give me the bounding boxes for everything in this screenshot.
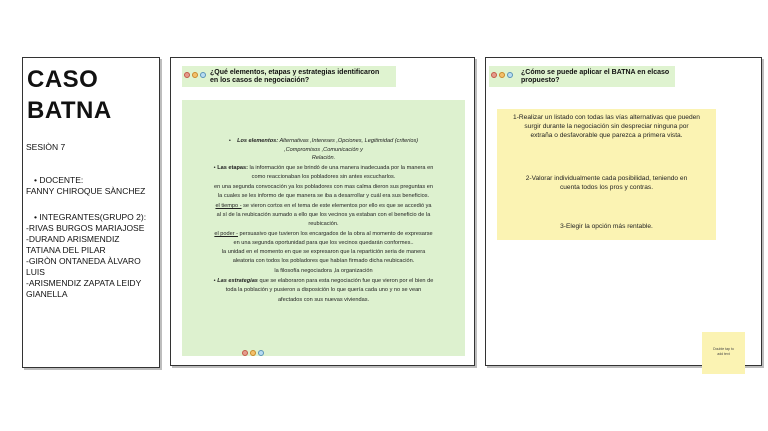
elementos-line-2: ,Compromisos ,Comunicación y xyxy=(284,147,363,153)
question-text xyxy=(210,69,395,85)
sticky-placeholder-line-1: Double tap to xyxy=(713,347,734,351)
question-line-2: propuesto? xyxy=(521,77,560,84)
question-line-1: ¿Cómo se puede aplicar el BATNA en elcaso xyxy=(521,69,670,76)
tiempo-line-3: reubicación. xyxy=(308,221,339,227)
title-line-1: CASO xyxy=(27,66,99,93)
etapas-line: • Las etapas: la información que se brindó de una manera inadecuada por la manera en xyxy=(213,165,434,171)
question-line-1: ¿Qué elementos, etapas y estrategias identificaron xyxy=(210,69,380,76)
poder-line-5: la filosofía negociadora ,la organización xyxy=(274,268,373,274)
step-2-line-2: cuenta todos los pros y contras. xyxy=(559,184,654,191)
docente-label-text: DOCENTE: xyxy=(39,175,84,185)
blue-dot-icon xyxy=(258,350,264,356)
member-line: -ARISMENDIZ ZAPATA LEIDY xyxy=(26,278,142,288)
poder-line-3: la unidad en el momento en que se expresaron que la repartición seria de manera xyxy=(221,249,426,255)
estrategias-text: que se elaboraron para esta negociación fue que vieron por el bien de xyxy=(257,278,434,284)
red-dot-icon xyxy=(491,72,497,78)
orange-dot-icon xyxy=(250,350,256,356)
member-line: -RIVAS BURGOS MARIAJOSE xyxy=(26,223,145,233)
step-1-line-1: 1-Realizar un listado con todas las vías alternativas que pueden xyxy=(513,114,700,121)
poder-label: el poder - xyxy=(214,231,238,237)
poder-line-4: aleatoria con todos los pobladores que habían firmado dicha reubicación. xyxy=(232,258,415,264)
reaction-icons xyxy=(184,72,206,78)
tiempo-label: el tiempo - xyxy=(215,203,242,209)
batna-card xyxy=(485,57,762,366)
elementos-line-3: Relación. xyxy=(311,155,336,161)
member-line: TATIANA DEL PILAR xyxy=(26,245,106,255)
title-line-2: BATNA xyxy=(27,97,112,124)
bottom-reaction-icons xyxy=(242,350,264,356)
etapas-text: la información que se brindó de una manera inadecuada por la manera en xyxy=(247,165,434,171)
elements-card xyxy=(170,57,475,366)
tiempo-line xyxy=(182,203,465,210)
step-1-line-3: extraña o desfavorable que parezca a primera vista. xyxy=(530,132,683,139)
title-card xyxy=(22,57,160,368)
tiempo-line-2: al sí de la reubicación sumado a ello que los vecinos ya estaban con el beneficio de la xyxy=(216,212,431,218)
orange-dot-icon xyxy=(192,72,198,78)
member-line: LUIS xyxy=(26,267,45,277)
question-text xyxy=(521,69,706,85)
integrantes-label: • INTEGRANTES(GRUPO 2): xyxy=(34,212,147,222)
answer-note[interactable] xyxy=(497,109,716,240)
poder-text: persuasivo que tuvieron los encargados de la obra al momento de expresarse xyxy=(237,231,433,237)
poder-line-2: en una segunda oportunidad para que los vecinos quedarán conformes.. xyxy=(233,240,414,246)
question-note[interactable] xyxy=(182,66,396,87)
blue-dot-icon xyxy=(200,72,206,78)
question-note[interactable] xyxy=(489,66,675,87)
tiempo-text: se vieron cortos en el tema de este elementos por ello es que se accedió ya xyxy=(241,203,432,209)
step-3-line-1: 3-Elegir la opción más rentable. xyxy=(560,223,653,230)
elementos-label: Los elementos: xyxy=(237,138,279,144)
estrategias-label: Las estrategias xyxy=(217,278,258,284)
estrategias-line-2: toda la población y pusieron a disposición lo que quería cada uno y no se vean xyxy=(225,287,422,293)
step-1-line-2: surgir durante la negociación sin despreciar ninguna por xyxy=(524,123,689,130)
docente-name: FANNY CHIROQUE SÀNCHEZ xyxy=(26,186,146,196)
docente-label: • DOCENTE: xyxy=(34,175,84,185)
red-dot-icon xyxy=(184,72,190,78)
etapas-line-2: como reaccionaban los pobladores sin antes escucharlos. xyxy=(251,174,396,180)
estrategias-line-3: afectados con sus nuevas viviendas. xyxy=(277,297,370,303)
member-line: GIANELLA xyxy=(26,289,68,299)
estrategias-line: • Las estrategias que se elaboraron para esta negociación fue que vieron por el bien de xyxy=(213,278,434,284)
empty-sticky-note[interactable] xyxy=(702,332,745,374)
elementos-line: • Los elementos: Alternativas ,Intereses ,Opciones, Legitimidad (criterios) xyxy=(228,138,419,144)
blue-dot-icon xyxy=(507,72,513,78)
session-label: SESIÒN 7 xyxy=(26,142,66,152)
reaction-icons xyxy=(491,72,513,78)
orange-dot-icon xyxy=(499,72,505,78)
member-line: -DURAND ARISMENDIZ xyxy=(26,234,120,244)
member-line: -GIRÒN ONTANEDA ÀLVARO xyxy=(26,256,141,266)
question-line-2: en los casos de negociación? xyxy=(210,77,310,84)
step-2-line-1: 2-Valorar individualmente cada posibilidad, teniendo en xyxy=(525,175,688,182)
integrantes-label-text: INTEGRANTES(GRUPO 2): xyxy=(39,212,147,222)
red-dot-icon xyxy=(242,350,248,356)
answer-note[interactable] xyxy=(182,100,465,356)
etapas-line-3: en una segunda convocación ya los pobladores con mas calma dieron sus preguntas en xyxy=(214,184,433,190)
sticky-placeholder-line-2: add text xyxy=(717,352,730,356)
poder-line xyxy=(182,231,465,238)
etapas-line-4: la cuales se les informo de que manera se iba a desarrollar y cuál era sus beneficios. xyxy=(217,193,430,199)
elementos-text: Alternativas ,Intereses ,Opciones, Legitimidad (criterios) xyxy=(278,138,419,144)
etapas-label: Las etapas: xyxy=(217,165,248,171)
sticky-placeholder xyxy=(704,347,743,357)
